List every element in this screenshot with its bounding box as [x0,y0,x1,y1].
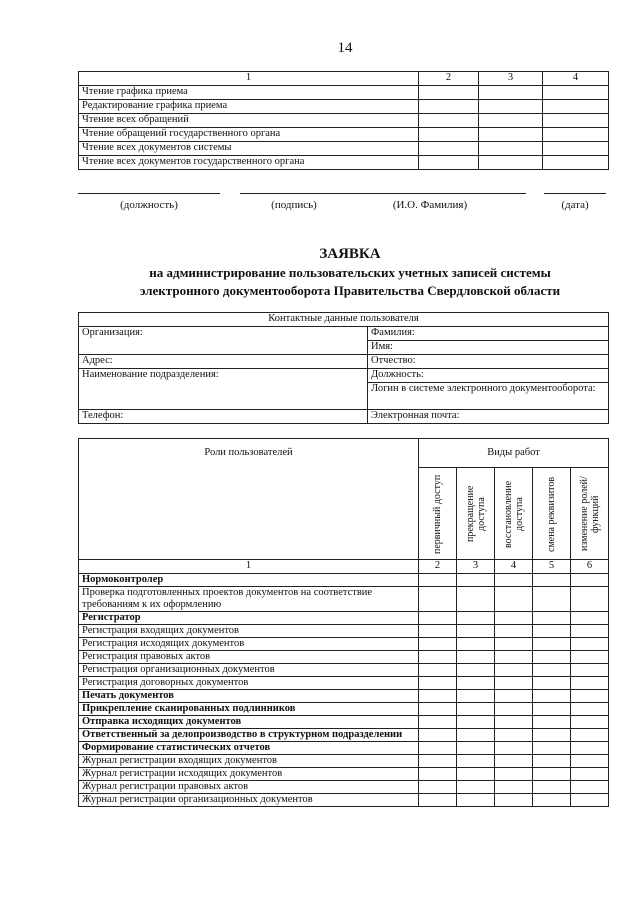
checkbox-cell[interactable] [419,703,457,716]
table-row [79,742,609,755]
work-type-header: смена реквизитов [533,468,571,560]
checkbox-cell[interactable] [419,156,479,170]
signature-sign[interactable]: (подпись) [240,193,348,219]
table-row [79,638,609,651]
work-types-header: Виды работ [419,439,609,468]
checkbox-cell[interactable] [495,574,533,587]
row-label: Чтение всех документов системы [79,142,419,156]
checkbox-cell[interactable] [419,768,457,781]
checkbox-cell[interactable] [457,612,495,625]
checkbox-cell[interactable] [419,587,457,612]
checkbox-cell[interactable] [533,587,571,612]
role-label: Журнал регистрации исходящих документов [79,768,419,781]
phone-field[interactable]: Телефон: [79,410,368,424]
checkbox-cell[interactable] [495,587,533,612]
checkbox-cell[interactable] [571,677,609,690]
email-field[interactable]: Электронная почта: [368,410,609,424]
role-group-label: Печать документов [79,690,419,703]
checkbox-cell[interactable] [419,716,457,729]
checkbox-cell[interactable] [495,703,533,716]
checkbox-cell[interactable] [543,156,609,170]
column-number: 4 [543,72,609,86]
checkbox-cell[interactable] [495,651,533,664]
role-label: Журнал регистрации входящих документов [79,755,419,768]
column-number: 2 [419,72,479,86]
checkbox-cell[interactable] [457,716,495,729]
form-subtitle-line1: на администрирование пользовательских учетных записей системы [149,265,551,280]
checkbox-cell[interactable] [479,142,543,156]
checkbox-cell[interactable] [571,651,609,664]
checkbox-cell[interactable] [571,768,609,781]
position-field[interactable]: Должность: [368,369,609,383]
checkbox-cell[interactable] [419,128,479,142]
checkbox-cell[interactable] [495,742,533,755]
checkbox-cell[interactable] [571,638,609,651]
table-row [79,664,609,677]
checkbox-cell[interactable] [419,142,479,156]
page-number: 14 [337,40,353,56]
organization-field[interactable]: Организация: [79,327,368,355]
checkbox-cell[interactable] [457,729,495,742]
role-group-label: Нормоконтролер [79,574,419,587]
checkbox-cell[interactable] [495,729,533,742]
login-field[interactable]: Логин в системе электронного документооборота: [368,383,609,410]
checkbox-cell[interactable] [571,690,609,703]
contact-header: Контактные данные пользователя [79,313,609,327]
checkbox-cell[interactable] [495,781,533,794]
checkbox-cell[interactable] [571,755,609,768]
checkbox-cell[interactable] [457,794,495,807]
checkbox-cell[interactable] [419,638,457,651]
table-row [79,768,609,781]
signature-name[interactable]: (И.О. Фамилия) [334,193,526,219]
role-group-label: Регистратор [79,612,419,625]
checkbox-cell[interactable] [419,86,479,100]
role-label: Журнал регистрации правовых актов [79,781,419,794]
row-label: Чтение графика приема [79,86,419,100]
row-label: Чтение всех обращений [79,114,419,128]
checkbox-cell[interactable] [495,638,533,651]
checkbox-cell[interactable] [495,664,533,677]
checkbox-cell[interactable] [533,755,571,768]
checkbox-cell[interactable] [571,587,609,612]
signature-date[interactable]: (дата) [544,193,606,219]
checkbox-cell[interactable] [457,587,495,612]
checkbox-cell[interactable] [571,703,609,716]
checkbox-cell[interactable] [419,651,457,664]
checkbox-cell[interactable] [457,690,495,703]
checkbox-cell[interactable] [533,768,571,781]
table-row [79,114,609,128]
checkbox-cell[interactable] [533,651,571,664]
checkbox-cell[interactable] [419,794,457,807]
checkbox-cell[interactable] [543,86,609,100]
patronymic-field[interactable]: Отчество: [368,355,609,369]
table-row [79,794,609,807]
checkbox-cell[interactable] [533,612,571,625]
address-field[interactable]: Адрес: [79,355,368,369]
checkbox-cell[interactable] [479,156,543,170]
checkbox-cell[interactable] [419,664,457,677]
column-number: 3 [479,72,543,86]
checkbox-cell[interactable] [533,742,571,755]
checkbox-cell[interactable] [571,794,609,807]
table-row [79,716,609,729]
checkbox-cell[interactable] [419,625,457,638]
role-label: Регистрация организационных документов [79,664,419,677]
checkbox-cell[interactable] [533,574,571,587]
surname-field[interactable]: Фамилия: [368,327,609,341]
checkbox-cell[interactable] [419,755,457,768]
role-group-label: Прикрепление сканированных подлинников [79,703,419,716]
column-number: 5 [533,560,571,574]
role-label: Регистрация входящих документов [79,625,419,638]
checkbox-cell[interactable] [571,625,609,638]
checkbox-cell[interactable] [533,638,571,651]
checkbox-cell[interactable] [419,690,457,703]
checkbox-cell[interactable] [571,612,609,625]
checkbox-cell[interactable] [457,742,495,755]
table-row [79,100,609,114]
checkbox-cell[interactable] [495,677,533,690]
work-type-header: изменение ролей/функций [571,468,609,560]
checkbox-cell[interactable] [457,768,495,781]
checkbox-cell[interactable] [495,755,533,768]
checkbox-cell[interactable] [457,574,495,587]
checkbox-cell[interactable] [419,114,479,128]
role-group-label: Отправка исходящих документов [79,716,419,729]
checkbox-cell[interactable] [479,128,543,142]
checkbox-cell[interactable] [571,664,609,677]
checkbox-cell[interactable] [457,664,495,677]
checkbox-cell[interactable] [495,690,533,703]
checkbox-cell[interactable] [419,781,457,794]
checkbox-cell[interactable] [457,651,495,664]
first-name-field[interactable]: Имя: [368,341,609,355]
checkbox-cell[interactable] [571,716,609,729]
role-label: Регистрация правовых актов [79,651,419,664]
checkbox-cell[interactable] [419,742,457,755]
role-label: Регистрация исходящих документов [79,638,419,651]
table-row [79,703,609,716]
checkbox-cell[interactable] [543,114,609,128]
checkbox-cell[interactable] [419,729,457,742]
checkbox-cell[interactable] [457,677,495,690]
work-type-header: восстановление доступа [495,468,533,560]
role-label: Журнал регистрации организационных документов [79,794,419,807]
checkbox-cell[interactable] [571,742,609,755]
checkbox-cell[interactable] [419,100,479,114]
checkbox-cell[interactable] [571,781,609,794]
row-label: Редактирование графика приема [79,100,419,114]
checkbox-cell[interactable] [495,794,533,807]
row-label: Чтение обращений государственного органа [79,128,419,142]
checkbox-cell[interactable] [495,612,533,625]
contact-table [78,312,609,424]
table-row [79,612,609,625]
table-row [79,156,609,170]
table-row [79,625,609,638]
checkbox-cell[interactable] [533,625,571,638]
checkbox-cell[interactable] [495,625,533,638]
role-group-label: Ответственный за делопроизводство в структурном подразделении [79,729,419,742]
checkbox-cell[interactable] [419,574,457,587]
top-permissions-table [78,71,609,170]
roles-header: Роли пользователей [79,439,419,560]
checkbox-cell[interactable] [543,142,609,156]
checkbox-cell[interactable] [479,100,543,114]
checkbox-cell[interactable] [533,677,571,690]
checkbox-cell[interactable] [543,128,609,142]
role-group-label: Формирование статистических отчетов [79,742,419,755]
role-label: Регистрация договорных документов [79,677,419,690]
checkbox-cell[interactable] [533,781,571,794]
table-row [79,781,609,794]
checkbox-cell[interactable] [533,716,571,729]
checkbox-cell[interactable] [543,100,609,114]
department-field[interactable]: Наименование подразделения: [79,369,368,410]
column-number: 2 [419,560,457,574]
checkbox-cell[interactable] [533,794,571,807]
column-number: 4 [495,560,533,574]
checkbox-cell[interactable] [419,677,457,690]
role-label: Проверка подготовленных проектов документов на соответствие требованиям к их оформлению [79,587,419,612]
table-row [79,690,609,703]
table-row [79,128,609,142]
table-row [79,729,609,742]
checkbox-cell[interactable] [457,625,495,638]
form-subtitle-line2: электронного документооборота Правительства Свердловской области [139,283,561,298]
table-row [79,587,609,612]
table-row [79,651,609,664]
form-title: ЗАЯВКА [319,246,381,262]
checkbox-cell[interactable] [457,781,495,794]
checkbox-cell[interactable] [495,768,533,781]
table-row [79,86,609,100]
table-row [79,574,609,587]
checkbox-cell[interactable] [533,703,571,716]
checkbox-cell[interactable] [533,729,571,742]
checkbox-cell[interactable] [419,612,457,625]
checkbox-cell[interactable] [571,729,609,742]
column-number: 1 [79,72,419,86]
checkbox-cell[interactable] [457,703,495,716]
column-number: 6 [571,560,609,574]
checkbox-cell[interactable] [457,638,495,651]
table-row [79,677,609,690]
checkbox-cell[interactable] [571,574,609,587]
checkbox-cell[interactable] [533,664,571,677]
row-label: Чтение всех документов государственного органа [79,156,419,170]
column-number: 3 [457,560,495,574]
checkbox-cell[interactable] [533,690,571,703]
signature-position[interactable]: (должность) [78,193,220,219]
table-header-row [79,72,609,86]
work-type-header: первичный доступ [419,468,457,560]
checkbox-cell[interactable] [495,716,533,729]
checkbox-cell[interactable] [479,114,543,128]
roles-table [78,438,609,807]
column-number: 1 [79,560,419,574]
work-type-header: прекращение доступа [457,468,495,560]
table-row [79,755,609,768]
table-row [79,142,609,156]
checkbox-cell[interactable] [479,86,543,100]
checkbox-cell[interactable] [457,755,495,768]
